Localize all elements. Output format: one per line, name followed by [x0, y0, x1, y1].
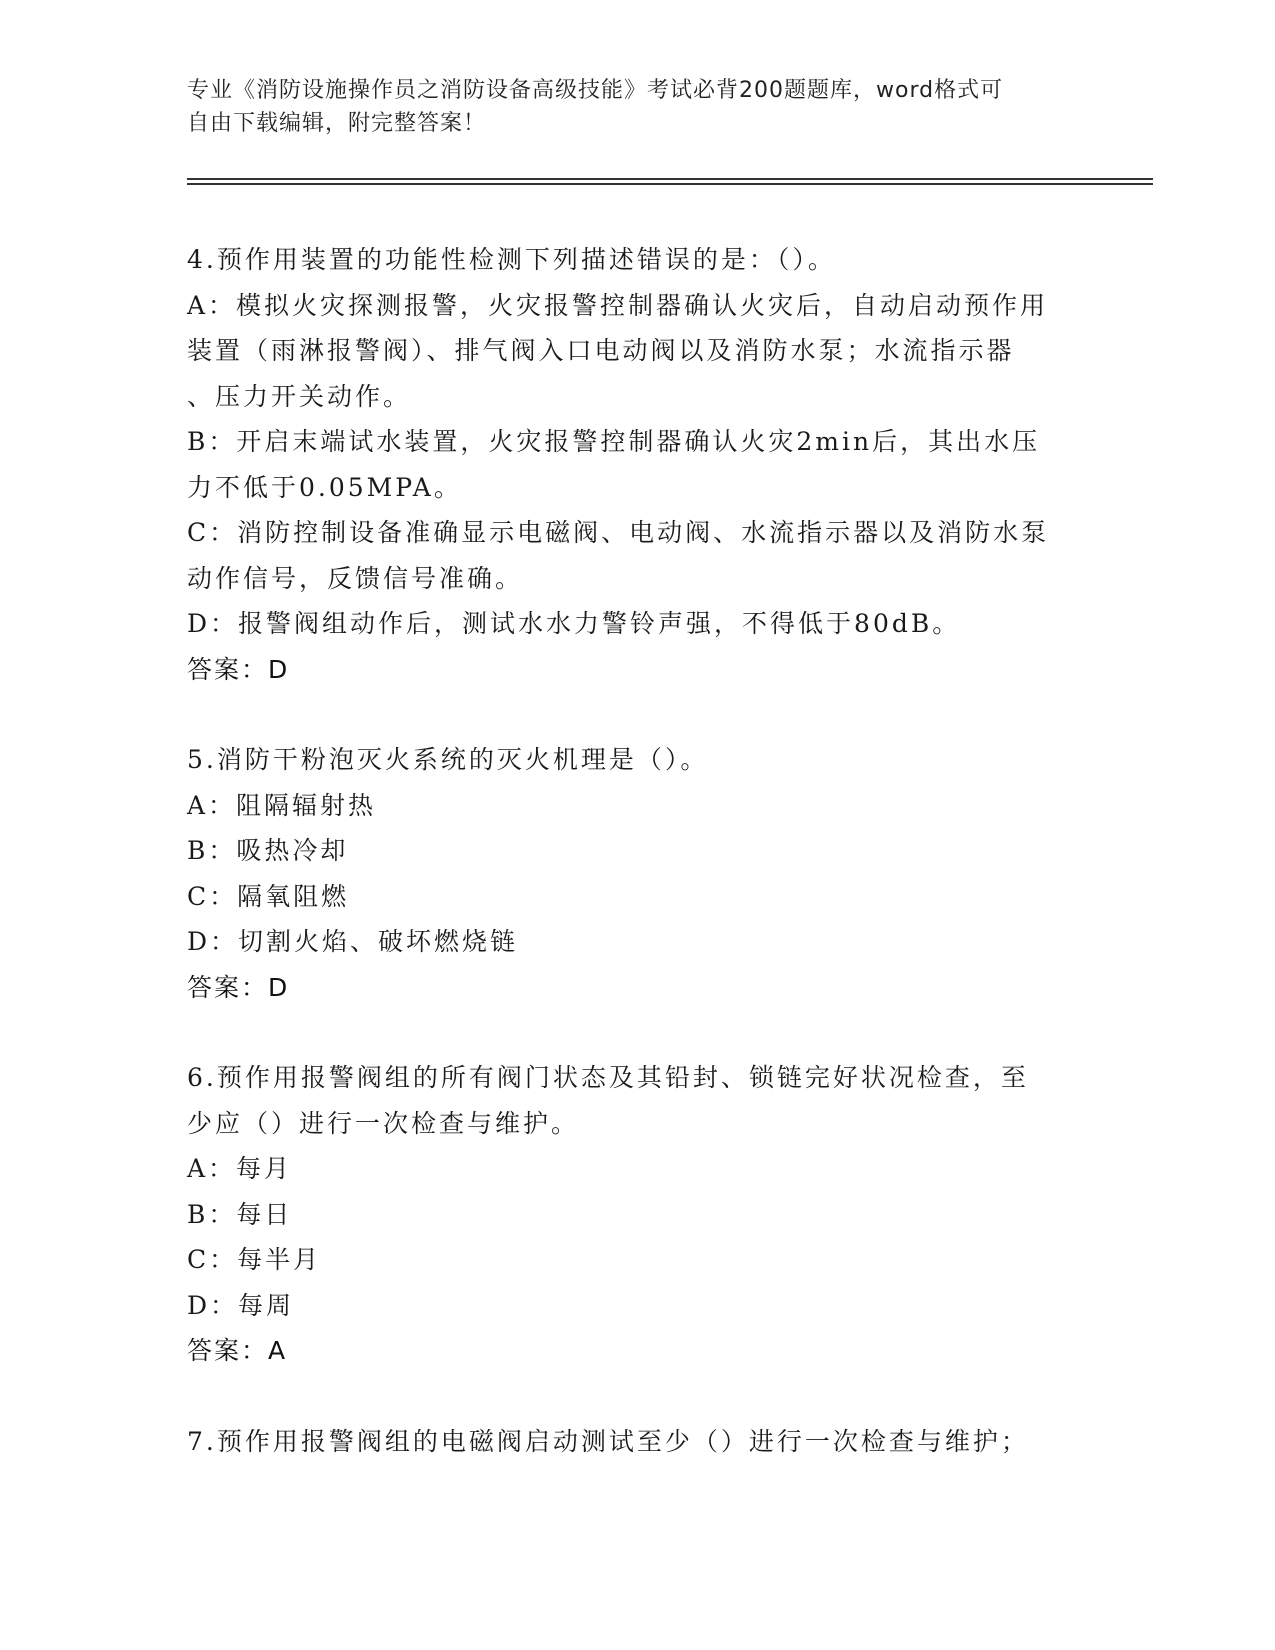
option-d: D：每周	[187, 1290, 295, 1320]
option-a-cont: 、压力开关动作。	[187, 381, 412, 411]
question-7	[187, 1419, 1087, 1465]
option-a: A：模拟火灾探测报警，火灾报警控制器确认火灾后，自动启动预作用	[187, 290, 1049, 320]
question-stem: 6.预作用报警阀组的所有阀门状态及其铅封、锁链完好状况检查，至	[187, 1063, 1029, 1092]
question-stem: 4.预作用装置的功能性检测下列描述错误的是：（）。	[187, 245, 836, 274]
option-a: A：每月	[187, 1154, 293, 1183]
spacer	[187, 1010, 1087, 1055]
header-divider-top	[187, 178, 1153, 180]
question-stem: 7.预作用报警阀组的电磁阀启动测试至少（）进行一次检查与维护；	[187, 1426, 1029, 1456]
question-list	[187, 237, 1087, 1464]
header-line-1: 专业《消防设施操作员之消防设备高级技能》考试必背200题题库，word格式可	[187, 78, 1004, 103]
option-c: C：隔氧阻燃	[187, 881, 350, 911]
spacer	[187, 1374, 1087, 1419]
header-line-2: 自由下载编辑，附完整答案！	[187, 111, 487, 136]
option-d: D：切割火焰、破坏燃烧链	[187, 927, 519, 956]
question-4	[187, 237, 1087, 692]
header-divider-bottom	[187, 183, 1153, 185]
option-c-cont: 动作信号，反馈信号准确。	[187, 563, 524, 593]
answer: 答案：D	[187, 654, 290, 684]
option-b: B：开启末端试水装置，火灾报警控制器确认火灾2min后，其出水压	[187, 427, 1041, 456]
answer: 答案：A	[187, 1336, 288, 1365]
option-b: B：每日	[187, 1199, 293, 1229]
question-6	[187, 1055, 1087, 1374]
option-c: C：每半月	[187, 1245, 322, 1274]
option-c: C：消防控制设备准确显示电磁阀、电动阀、水流指示器以及消防水泵	[187, 518, 1050, 547]
option-a: A：阻隔辐射热	[187, 790, 377, 820]
option-a-cont: 装置（雨淋报警阀）、排气阀入口电动阀以及消防水泵；水流指示器	[187, 336, 1015, 365]
question-5	[187, 737, 1087, 1010]
option-b-cont: 力不低于0.05MPA。	[187, 472, 462, 502]
question-stem: 5.消防干粉泡灭火系统的灭火机理是（）。	[187, 745, 709, 774]
spacer	[187, 692, 1087, 737]
option-b: B：吸热冷却	[187, 836, 349, 865]
question-stem-cont: 少应（）进行一次检查与维护。	[187, 1108, 580, 1138]
option-d: D：报警阀组动作后，测试水水力警铃声强，不得低于80dB。	[187, 609, 961, 638]
document-header	[187, 74, 1067, 140]
answer: 答案：D	[187, 972, 290, 1002]
